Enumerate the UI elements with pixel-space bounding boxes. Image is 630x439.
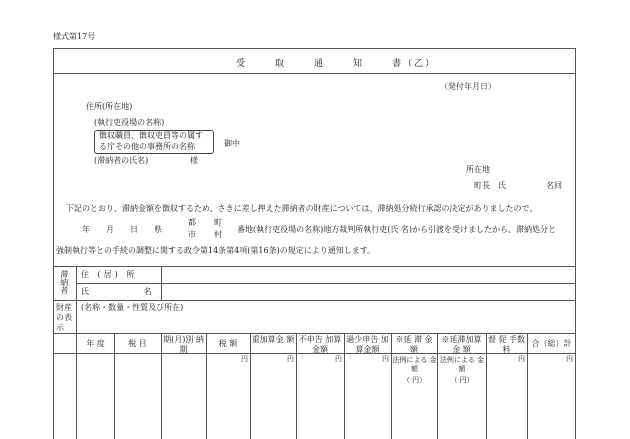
sender-shi: 氏 [498, 181, 506, 190]
agency-line-1: 徴収職員、徴収吏員等の属す [99, 131, 203, 140]
body-to: 都 [188, 218, 196, 227]
col-divider-1 [114, 333, 115, 439]
col-divider-3 [206, 333, 207, 439]
body-year: 年 [82, 225, 90, 234]
unit-heavy-additional: 円 [287, 355, 294, 363]
body-son: 村 [214, 230, 222, 239]
delinquent-name-label: (滞納者の氏名) [94, 156, 149, 165]
col-divider-0 [76, 333, 77, 439]
delinquency-additional-paren: （ 円） [450, 376, 474, 384]
body-line-1: 下記のとおり、滞納金額を徴収するため、さきに差し押えた滞納者の財産については、滞納処分続行承認の決定がありましたので、 [66, 204, 538, 213]
unit-tax-amount: 円 [241, 355, 248, 363]
header-tax-amount: 税 額 [218, 339, 238, 348]
gochu-label: 御中 [224, 139, 240, 148]
body-month: 月 [106, 225, 114, 234]
issue-date: （発付年月日） [440, 82, 496, 91]
sender-location: 所在地 [466, 165, 490, 174]
header-heavy-additional: 重加算金 額 [251, 335, 295, 344]
body-day: 日 [130, 225, 138, 234]
header-tax-item: 税 目 [128, 339, 147, 348]
delinquent-mid-rule [76, 283, 576, 284]
header-delinquency: ※延 滞 金 額 [395, 335, 433, 354]
header-total: 合（総）計 [531, 339, 572, 348]
header-non-filing: 不申告 加算金額 [298, 335, 342, 354]
delinquent-top-rule [53, 266, 576, 267]
property-bottom-rule [53, 333, 576, 334]
side-label-divider [76, 266, 77, 333]
address-label: 住所(所在地) [86, 102, 133, 111]
delinquency-note: 法例による 金 額 [392, 356, 437, 374]
unit-reminder-fee: 円 [518, 355, 525, 363]
unit-under-filing: 円 [382, 355, 389, 363]
sender-title: 町長 [474, 181, 490, 190]
unit-non-filing: 円 [335, 355, 342, 363]
header-reminder-fee: 督 促 手数料 [487, 335, 526, 354]
agency-line-2: る庁その他の事務所の名称 [99, 142, 195, 151]
unit-total: 円 [566, 355, 573, 363]
property-detail-label: (名称・数量・性質及び所在) [81, 303, 184, 312]
header-delinquency-additional: ※延滞加算 金 額 [441, 335, 482, 354]
body-line-3: 強制執行等との手続の調整に関する政令第14条第4項(第16条)の規定により通知します。 [56, 246, 376, 255]
sama-label: 様 [190, 156, 198, 165]
delinquency-paren: （ 円） [402, 376, 427, 384]
header-under-filing: 過少申告 加算金額 [346, 335, 389, 354]
header-fiscal-year: 年 度 [86, 339, 105, 348]
delinquency-additional-note: 法例による 金 額 [439, 356, 485, 374]
property-side-label: 財産の表示 [56, 303, 72, 332]
body-ken: 県 [154, 225, 162, 234]
body-line-2-rest: 番地(執行吏役場の名称)地方裁判所執行吏(氏 名)から引渡を受けましたから、滞納処分と [237, 225, 557, 234]
delinquent-address-label: 住 (居) 所 [81, 270, 138, 279]
office-name-label: (執行吏役場の名称) [94, 118, 165, 127]
title-divider [53, 73, 576, 74]
body-shi: 市 [188, 230, 196, 239]
delinquent-side-label: 滞納者 [59, 270, 69, 294]
delinquent-bottom-rule [53, 300, 576, 301]
sender-name: 名回 [546, 181, 562, 190]
form-title: 受 取 通 知 書（乙） [236, 59, 437, 69]
delinquent-value-divider [161, 266, 162, 300]
col-divider-4 [250, 333, 251, 439]
header-due-period: 期(月)別 納 期 [163, 335, 204, 354]
delinquent-name-field-label: 氏 名 [81, 287, 152, 296]
col-divider-10 [527, 333, 528, 439]
body-cho: 町 [214, 218, 222, 227]
form-number: 様式第17号 [53, 32, 96, 41]
